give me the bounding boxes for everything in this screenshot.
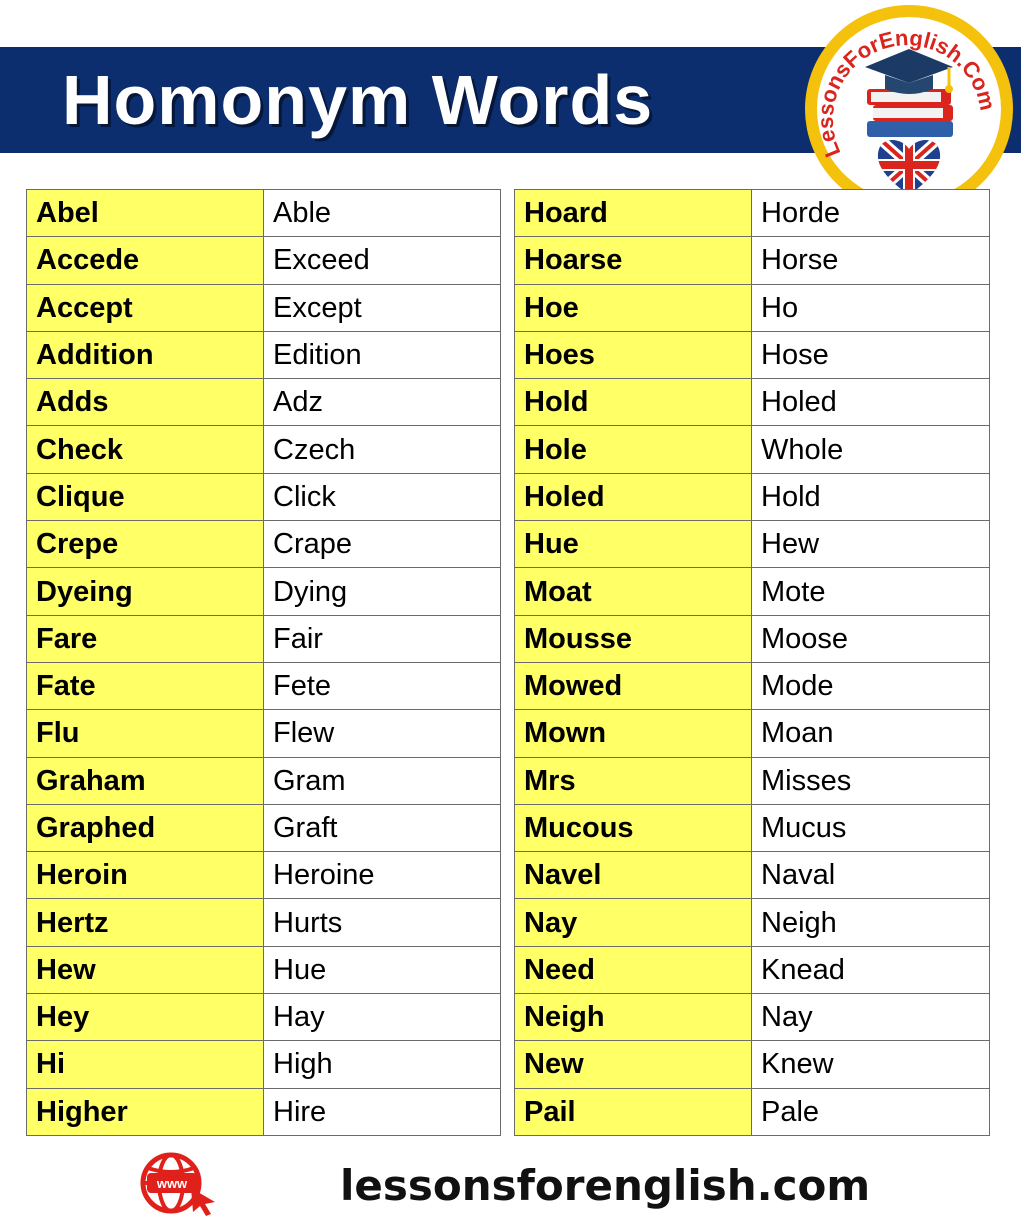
homonym-pair: Edition xyxy=(264,331,501,378)
homonym-word: Addition xyxy=(27,331,264,378)
homonym-pair: Hew xyxy=(752,521,990,568)
homonym-word: Flu xyxy=(27,710,264,757)
table-row xyxy=(515,426,990,473)
table-row xyxy=(515,710,990,757)
homonym-word: Hey xyxy=(27,994,264,1041)
table-row xyxy=(515,331,990,378)
homonym-word: Mucous xyxy=(515,804,752,851)
homonym-word: Holed xyxy=(515,473,752,520)
homonym-pair: Czech xyxy=(264,426,501,473)
homonym-word: Heroin xyxy=(27,852,264,899)
homonym-word: Adds xyxy=(27,379,264,426)
homonym-word: Need xyxy=(515,946,752,993)
table-row xyxy=(27,473,501,520)
homonym-table-right xyxy=(514,189,990,1136)
homonym-pair: Able xyxy=(264,190,501,237)
homonym-word: Hertz xyxy=(27,899,264,946)
homonym-pair: Misses xyxy=(752,757,990,804)
homonym-word: Moat xyxy=(515,568,752,615)
homonym-word: Graphed xyxy=(27,804,264,851)
homonym-pair: Knew xyxy=(752,1041,990,1088)
table-row xyxy=(27,852,501,899)
site-logo xyxy=(803,3,1015,215)
homonym-word: Pail xyxy=(515,1088,752,1135)
homonym-word: Dyeing xyxy=(27,568,264,615)
homonym-word: Higher xyxy=(27,1088,264,1135)
homonym-word: Hoarse xyxy=(515,237,752,284)
homonym-word: Fare xyxy=(27,615,264,662)
homonym-word: Mowed xyxy=(515,662,752,709)
table-row xyxy=(515,946,990,993)
homonym-pair: Hue xyxy=(264,946,501,993)
homonym-pair: High xyxy=(264,1041,501,1088)
homonym-pair: Mode xyxy=(752,662,990,709)
homonym-word: Fate xyxy=(27,662,264,709)
homonym-pair: Except xyxy=(264,284,501,331)
homonym-word: Hold xyxy=(515,379,752,426)
table-row xyxy=(515,899,990,946)
homonym-pair: Moan xyxy=(752,710,990,757)
homonym-word: Abel xyxy=(27,190,264,237)
table-row xyxy=(515,237,990,284)
homonym-word: New xyxy=(515,1041,752,1088)
table-row xyxy=(27,331,501,378)
table-row xyxy=(515,190,990,237)
table-row xyxy=(27,379,501,426)
table-row xyxy=(515,379,990,426)
table-row xyxy=(27,284,501,331)
table-row xyxy=(27,1088,501,1135)
homonym-pair: Fair xyxy=(264,615,501,662)
homonym-pair: Dying xyxy=(264,568,501,615)
table-row xyxy=(27,994,501,1041)
footer-website-link[interactable]: lessonsforenglish.com xyxy=(340,1161,871,1210)
homonym-word: Mrs xyxy=(515,757,752,804)
homonym-word: Hi xyxy=(27,1041,264,1088)
homonym-pair: Knead xyxy=(752,946,990,993)
table-row xyxy=(515,473,990,520)
homonym-word: Accept xyxy=(27,284,264,331)
homonym-pair: Hurts xyxy=(264,899,501,946)
table-row xyxy=(27,899,501,946)
homonym-word: Mousse xyxy=(515,615,752,662)
book-icon xyxy=(867,121,953,137)
homonym-pair: Flew xyxy=(264,710,501,757)
table-row xyxy=(27,426,501,473)
table-row xyxy=(515,615,990,662)
www-icon-label: www xyxy=(156,1176,188,1191)
homonym-pair: Mote xyxy=(752,568,990,615)
homonym-pair: Neigh xyxy=(752,899,990,946)
homonym-word: Hoe xyxy=(515,284,752,331)
table-row xyxy=(27,804,501,851)
homonym-pair: Horse xyxy=(752,237,990,284)
homonym-pair: Horde xyxy=(752,190,990,237)
table-row xyxy=(27,237,501,284)
logo-text-path: LessonsForEnglish.Com xyxy=(812,25,1001,161)
homonym-pair: Nay xyxy=(752,994,990,1041)
table-row xyxy=(515,662,990,709)
table-row xyxy=(515,284,990,331)
homonym-pair: Hold xyxy=(752,473,990,520)
table-row xyxy=(27,568,501,615)
homonym-pair: Graft xyxy=(264,804,501,851)
table-row xyxy=(27,757,501,804)
homonym-word: Hole xyxy=(515,426,752,473)
homonym-pair: Holed xyxy=(752,379,990,426)
homonym-pair: Whole xyxy=(752,426,990,473)
homonym-pair: Naval xyxy=(752,852,990,899)
www-globe-icon xyxy=(135,1150,219,1216)
table-row xyxy=(515,804,990,851)
homonym-word: Accede xyxy=(27,237,264,284)
homonym-pair: Pale xyxy=(752,1088,990,1135)
page-title: Homonym Words xyxy=(62,61,654,139)
homonym-word: Check xyxy=(27,426,264,473)
table-row xyxy=(515,1041,990,1088)
homonym-word: Hoard xyxy=(515,190,752,237)
table-row xyxy=(27,662,501,709)
homonym-word: Graham xyxy=(27,757,264,804)
homonym-table-left xyxy=(26,189,501,1136)
table-row xyxy=(515,1088,990,1135)
table-row xyxy=(515,568,990,615)
table-row xyxy=(515,757,990,804)
homonym-pair: Exceed xyxy=(264,237,501,284)
homonym-word: Hue xyxy=(515,521,752,568)
homonym-pair: Adz xyxy=(264,379,501,426)
homonym-pair: Hose xyxy=(752,331,990,378)
homonym-word: Hoes xyxy=(515,331,752,378)
homonym-pair: Fete xyxy=(264,662,501,709)
table-row xyxy=(27,521,501,568)
table-row xyxy=(27,615,501,662)
homonym-word: Nay xyxy=(515,899,752,946)
table-row xyxy=(27,710,501,757)
table-row xyxy=(515,994,990,1041)
homonym-pair: Ho xyxy=(752,284,990,331)
homonym-word: Crepe xyxy=(27,521,264,568)
homonym-word: Navel xyxy=(515,852,752,899)
table-row xyxy=(27,1041,501,1088)
homonym-pair: Hire xyxy=(264,1088,501,1135)
table-row xyxy=(515,852,990,899)
homonym-word: Hew xyxy=(27,946,264,993)
homonym-pair: Hay xyxy=(264,994,501,1041)
homonym-word: Clique xyxy=(27,473,264,520)
homonym-word: Mown xyxy=(515,710,752,757)
homonym-pair: Heroine xyxy=(264,852,501,899)
homonym-pair: Moose xyxy=(752,615,990,662)
homonym-word: Neigh xyxy=(515,994,752,1041)
table-row xyxy=(27,190,501,237)
homonym-pair: Crape xyxy=(264,521,501,568)
homonym-pair: Click xyxy=(264,473,501,520)
homonym-pair: Gram xyxy=(264,757,501,804)
table-row xyxy=(27,946,501,993)
table-row xyxy=(515,521,990,568)
homonym-pair: Mucus xyxy=(752,804,990,851)
